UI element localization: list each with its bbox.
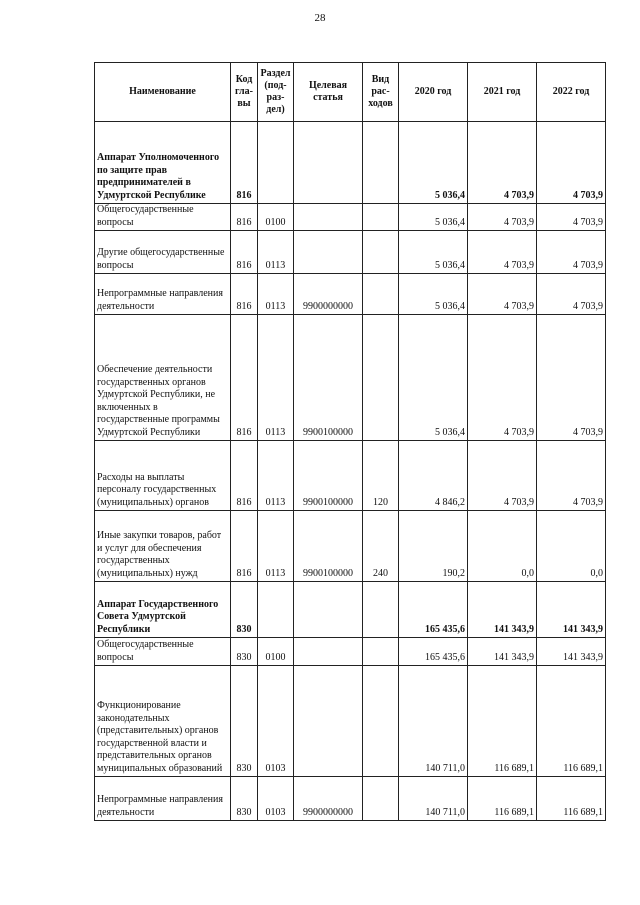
page-number: 28 <box>314 12 326 24</box>
row-kod: 830 <box>231 582 258 638</box>
row-razdel: 0100 <box>258 204 294 231</box>
header-name: Наименование <box>95 63 231 122</box>
row-kod: 816 <box>231 122 258 204</box>
row-2020: 5 036,4 <box>399 204 468 231</box>
row-vid <box>363 231 399 274</box>
row-vid: 120 <box>363 441 399 511</box>
row-name: Другие общегосударственные вопросы <box>95 231 231 274</box>
row-2021: 4 703,9 <box>468 441 537 511</box>
header-razdel: Раздел (под- раз- дел) <box>258 63 294 122</box>
row-celevaya: 9900000000 <box>294 777 363 821</box>
row-kod: 830 <box>231 777 258 821</box>
row-2020: 5 036,4 <box>399 122 468 204</box>
row-2021: 4 703,9 <box>468 122 537 204</box>
header-row <box>95 63 606 122</box>
row-celevaya: 9900100000 <box>294 511 363 582</box>
row-vid <box>363 274 399 315</box>
row-razdel: 0113 <box>258 441 294 511</box>
row-2020: 4 846,2 <box>399 441 468 511</box>
row-name: Непрограммные направления деятельности <box>95 274 231 315</box>
row-celevaya: 9900100000 <box>294 315 363 441</box>
row-razdel: 0100 <box>258 638 294 666</box>
table-row <box>95 274 606 315</box>
row-2020: 5 036,4 <box>399 315 468 441</box>
row-vid <box>363 666 399 777</box>
row-razdel: 0113 <box>258 231 294 274</box>
row-name: Непрограммные направления деятельности <box>95 777 231 821</box>
row-kod: 816 <box>231 441 258 511</box>
row-razdel: 0113 <box>258 274 294 315</box>
table-row <box>95 666 606 777</box>
row-celevaya <box>294 666 363 777</box>
header-celevaya: Целевая статья <box>294 63 363 122</box>
header-2021: 2021 год <box>468 63 537 122</box>
row-vid <box>363 582 399 638</box>
row-vid <box>363 122 399 204</box>
row-vid <box>363 315 399 441</box>
row-2020: 5 036,4 <box>399 274 468 315</box>
table-row <box>95 777 606 821</box>
row-kod: 830 <box>231 666 258 777</box>
row-kod: 816 <box>231 315 258 441</box>
row-kod: 816 <box>231 204 258 231</box>
row-2022: 4 703,9 <box>537 274 606 315</box>
row-celevaya <box>294 638 363 666</box>
header-2020: 2020 год <box>399 63 468 122</box>
row-name: Общегосударственные вопросы <box>95 638 231 666</box>
row-2022: 4 703,9 <box>537 231 606 274</box>
row-2021: 116 689,1 <box>468 777 537 821</box>
row-2020: 190,2 <box>399 511 468 582</box>
row-2021: 4 703,9 <box>468 204 537 231</box>
row-name: Обеспечение деятельности государственных органов Удмуртской Республики, не включенных в государственные программы Удмуртской Республики <box>95 315 231 441</box>
table-row <box>95 638 606 666</box>
row-2022: 0,0 <box>537 511 606 582</box>
row-2022: 141 343,9 <box>537 638 606 666</box>
row-vid <box>363 204 399 231</box>
row-celevaya: 9900000000 <box>294 274 363 315</box>
row-2022: 4 703,9 <box>537 122 606 204</box>
row-2021: 141 343,9 <box>468 582 537 638</box>
row-razdel: 0113 <box>258 511 294 582</box>
row-vid: 240 <box>363 511 399 582</box>
row-celevaya: 9900100000 <box>294 441 363 511</box>
row-razdel <box>258 122 294 204</box>
table-row <box>95 204 606 231</box>
row-2020: 165 435,6 <box>399 638 468 666</box>
row-2022: 4 703,9 <box>537 315 606 441</box>
header-vid: Вид рас- ходов <box>363 63 399 122</box>
row-2020: 140 711,0 <box>399 777 468 821</box>
table-row <box>95 315 606 441</box>
row-kod: 816 <box>231 274 258 315</box>
row-2020: 165 435,6 <box>399 582 468 638</box>
row-razdel <box>258 582 294 638</box>
row-2021: 0,0 <box>468 511 537 582</box>
table-row <box>95 582 606 638</box>
row-name: Общегосударственные вопросы <box>95 204 231 231</box>
row-celevaya <box>294 122 363 204</box>
row-name: Функционирование законодательных (представительных) органов государственной власти и представительных органов муниципальных образований <box>95 666 231 777</box>
budget-table <box>94 62 606 821</box>
row-razdel: 0113 <box>258 315 294 441</box>
row-vid <box>363 638 399 666</box>
table-row <box>95 511 606 582</box>
row-kod: 830 <box>231 638 258 666</box>
row-2022: 4 703,9 <box>537 441 606 511</box>
row-2021: 116 689,1 <box>468 666 537 777</box>
row-celevaya <box>294 204 363 231</box>
row-kod: 816 <box>231 231 258 274</box>
row-2020: 140 711,0 <box>399 666 468 777</box>
row-name: Расходы на выплаты персоналу государственных (муниципальных) органов <box>95 441 231 511</box>
row-kod: 816 <box>231 511 258 582</box>
row-2021: 4 703,9 <box>468 274 537 315</box>
row-2022: 141 343,9 <box>537 582 606 638</box>
row-2022: 116 689,1 <box>537 777 606 821</box>
table-row <box>95 122 606 204</box>
row-2022: 4 703,9 <box>537 204 606 231</box>
table-row <box>95 231 606 274</box>
row-2021: 141 343,9 <box>468 638 537 666</box>
row-vid <box>363 777 399 821</box>
table-row <box>95 441 606 511</box>
row-2020: 5 036,4 <box>399 231 468 274</box>
row-razdel: 0103 <box>258 777 294 821</box>
row-name: Аппарат Государственного Совета Удмуртской Республики <box>95 582 231 638</box>
row-2022: 116 689,1 <box>537 666 606 777</box>
row-name: Аппарат Уполномоченного по защите прав предпринимателей в Удмуртской Республике <box>95 122 231 204</box>
header-kod: Код гла- вы <box>231 63 258 122</box>
row-name: Иные закупки товаров, работ и услуг для обеспечения государственных (муниципальных) нужд <box>95 511 231 582</box>
row-2021: 4 703,9 <box>468 231 537 274</box>
row-2021: 4 703,9 <box>468 315 537 441</box>
row-celevaya <box>294 231 363 274</box>
header-2022: 2022 год <box>537 63 606 122</box>
row-celevaya <box>294 582 363 638</box>
row-razdel: 0103 <box>258 666 294 777</box>
